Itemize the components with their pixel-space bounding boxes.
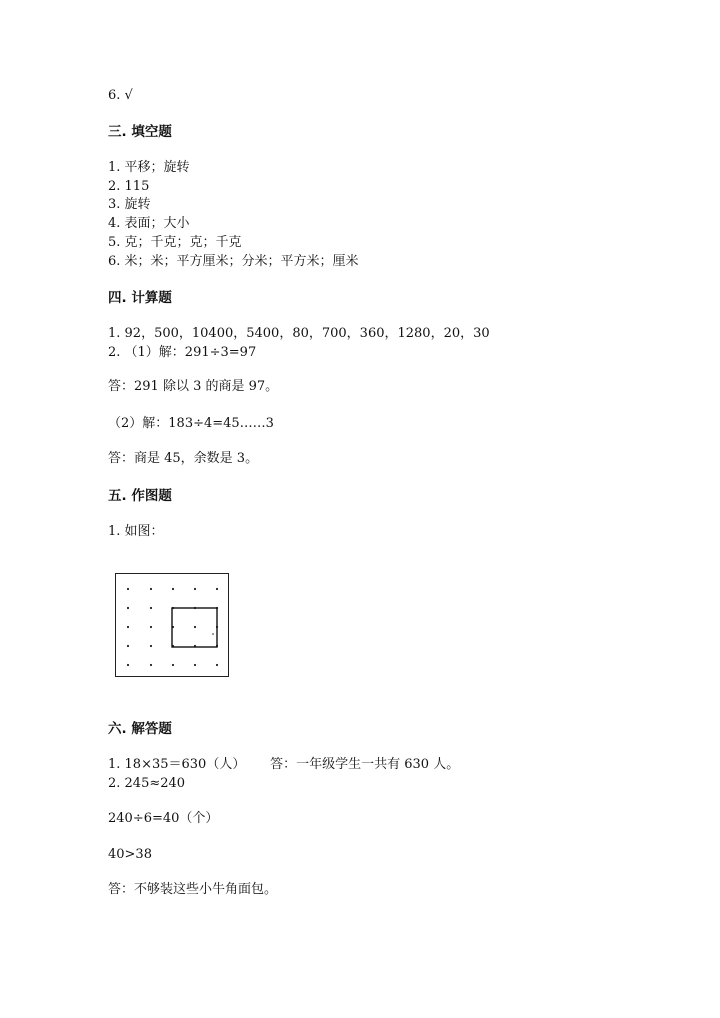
calc-item-1: 1. 92，500，10400，5400，80，700，360，1280，20，30	[108, 326, 490, 341]
fill-blank-heading: 三. 填空题	[108, 124, 172, 140]
grid-dot	[194, 588, 196, 590]
grid-dot	[150, 626, 152, 628]
drawing-heading: 五. 作图题	[108, 488, 172, 504]
grid-dot	[127, 588, 129, 590]
calc-answer-2: 答：商是 45，余数是 3。	[108, 451, 259, 466]
fill-item-1: 1. 平移；旋转	[108, 160, 190, 175]
grid-dot	[194, 626, 196, 628]
fill-item-6: 6. 米；米；平方厘米；分米；平方米；厘米	[108, 254, 359, 269]
solve-heading: 六. 解答题	[108, 721, 172, 737]
grid-dot	[127, 607, 129, 609]
grid-dot	[127, 664, 129, 666]
calc-item-2-part-1: 2. （1）解：291÷3=97	[108, 345, 257, 360]
grid-dot	[150, 588, 152, 590]
fill-item-2: 2. 115	[108, 179, 150, 194]
answer-item-6: 6. √	[108, 88, 133, 103]
grid-dot	[216, 588, 218, 590]
grid-dot	[216, 664, 218, 666]
drawing-item-1: 1. 如图：	[108, 524, 164, 539]
grid-dot	[194, 664, 196, 666]
grid-dot	[172, 588, 174, 590]
calc-item-2-part-2: （2）解：183÷4=45……3	[108, 416, 274, 431]
fill-item-4: 4. 表面；大小	[108, 216, 190, 231]
dot-grid-svg	[116, 574, 230, 678]
grid-dot	[172, 664, 174, 666]
grid-dot	[127, 645, 129, 647]
grid-dot	[150, 664, 152, 666]
calculation-heading: 四. 计算题	[108, 290, 172, 306]
solve-item-2-a: 2. 245≈240	[108, 776, 186, 791]
solve-item-2-c: 40>38	[108, 847, 152, 862]
fill-item-5: 5. 克；千克；克；千克	[108, 235, 242, 250]
solve-item-1: 1. 18×35＝630（人） 答：一年级学生一共有 630 人。	[108, 757, 460, 772]
calc-answer-1: 答：291 除以 3 的商是 97。	[108, 379, 279, 394]
solve-answer: 答：不够装这些小牛角面包。	[108, 882, 278, 897]
grid-dot	[212, 633, 214, 635]
grid-dot	[127, 626, 129, 628]
solve-item-2-b: 240÷6=40（个）	[108, 811, 219, 826]
grid-dot	[150, 645, 152, 647]
fill-item-3: 3. 旋转	[108, 197, 151, 212]
dot-grid-figure	[115, 573, 229, 677]
grid-dot	[150, 607, 152, 609]
